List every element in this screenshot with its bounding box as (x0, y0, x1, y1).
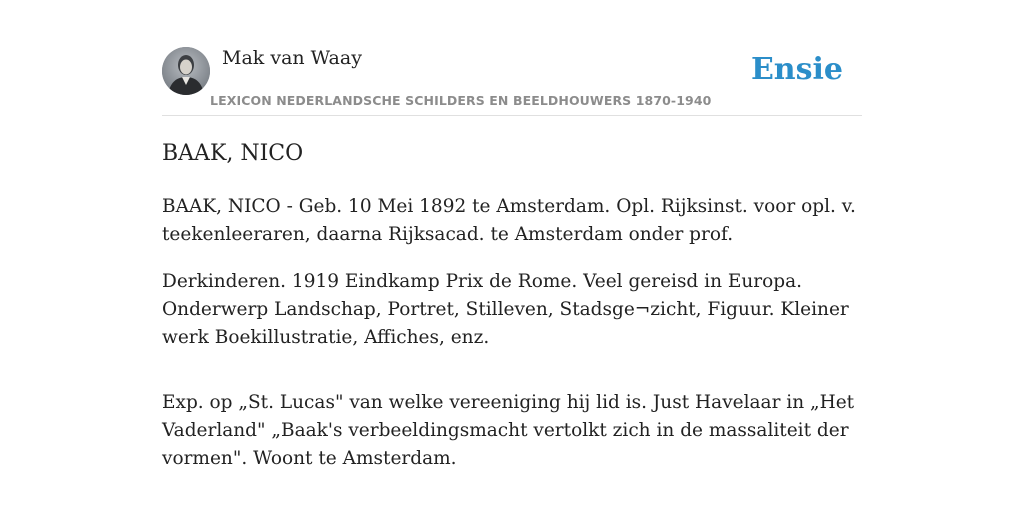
page-title: BAAK, NICO (162, 141, 304, 166)
article-paragraph: Exp. op „St. Lucas" van welke vereeniging hij lid is. Just Havelaar in „Het Vaderland" „Baak's verbeeldingsmacht vertolkt zich in de massaliteit der vormen". Woont te Amsterdam. (162, 392, 855, 469)
lexicon-title[interactable]: LEXICON NEDERLANDSCHE SCHILDERS EN BEELDHOUWERS 1870-1940 (210, 93, 712, 108)
ensie-logo-link[interactable]: Ensie (750, 52, 843, 87)
author-avatar[interactable] (162, 47, 210, 95)
article-paragraph: Derkinderen. 1919 Eindkamp Prix de Rome. Veel gereisd in Europa. Onderwerp Landschap, Portret, Stilleven, Stadsge¬zicht, Figuur. Kleiner werk Boekillustratie, Affiches, enz. (162, 271, 849, 348)
article-paragraph: BAAK, NICO - Geb. 10 Mei 1892 te Amsterdam. Opl. Rijksinst. voor opl. v. teekenleeraren, daarna Rijksacad. te Amsterdam onder prof. (162, 196, 856, 245)
article-body (162, 193, 862, 473)
article-header (162, 46, 862, 116)
article-container (162, 46, 862, 492)
author-name[interactable]: Mak van Waay (222, 47, 362, 69)
author-portrait-icon (162, 47, 210, 95)
